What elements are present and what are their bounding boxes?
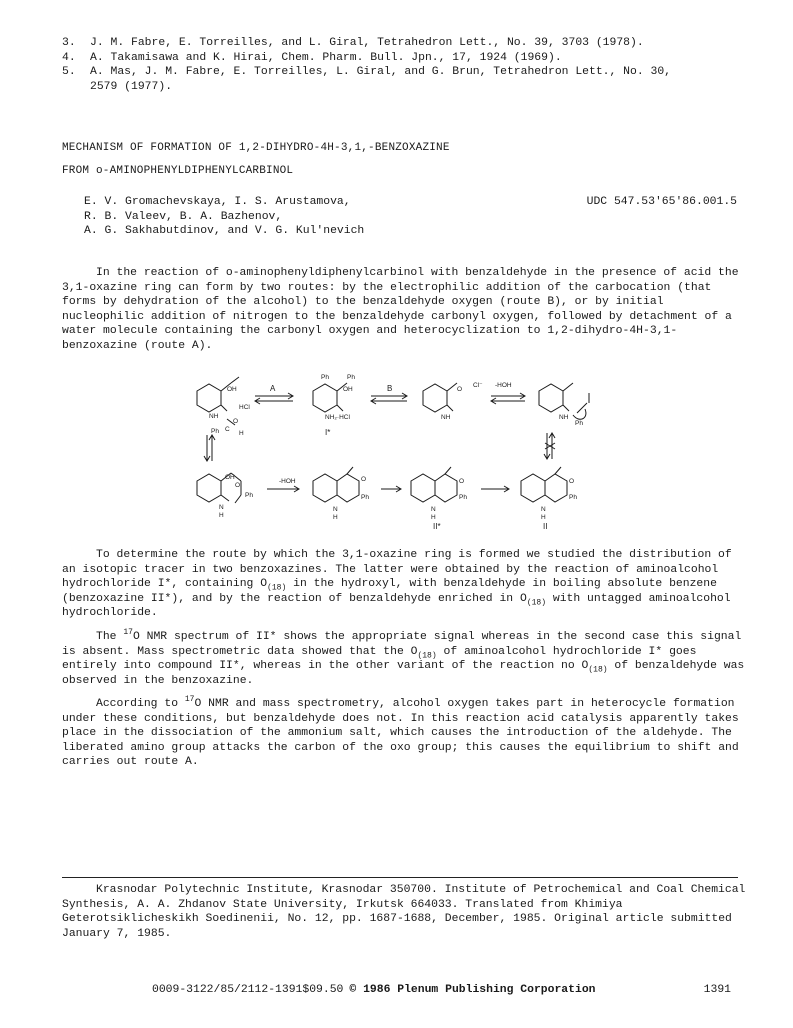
body-paragraph	[62, 548, 750, 621]
hydrogen-label: H	[333, 514, 338, 521]
text-run: of benzaldehyde was observed in the benzoxazine.	[62, 660, 745, 687]
benzene-ring-shape	[423, 384, 447, 412]
article-title	[62, 141, 752, 186]
hydroxyl-label: OH	[227, 386, 237, 393]
nitrogen-label: N	[333, 506, 338, 513]
article-title-line: FROM o-AMINOPHENYLDIPHENYLCARBINOL	[62, 164, 294, 177]
amine-label: NH	[559, 414, 569, 421]
nitrogen-label: N	[431, 506, 436, 513]
isotope-superscript: 17	[123, 628, 133, 638]
reference-item	[62, 36, 752, 51]
text-run: To determine the route by which the 3,1-oxazine ring is formed we studied the distribution of an isotopic tracer in two benzoxazines. The latter were obtained by the reaction of aminoalcohol hydrochloride I*, containing O	[62, 549, 732, 591]
text-run: The	[96, 631, 124, 643]
text-run: O NMR spectrum of II* shows the appropriate signal whereas in the second case this signal is absent. Mass spectrometric data showed that the O	[62, 631, 742, 658]
route-b-label: B	[387, 384, 393, 393]
phenyl-label: Ph	[211, 428, 219, 435]
footnote: Krasnodar Polytechnic Institute, Krasnodar 350700. Institute of Petrochemical and Coal Chemical Synthesis, A. A. Zhdanov State University, Irkutsk 664033. Translated from Khimiya Geterotsiklicheskikh Soedinenii, No. 12, pp. 1687-1688, December, 1985. Original article submitted January 7, 1985.	[62, 884, 746, 940]
compound-label: I*	[325, 428, 331, 437]
hydroxyl-label: OH	[225, 474, 235, 481]
text-run: According to	[96, 698, 185, 710]
article-code: 0009-3122/85/2112-1391$09.50	[152, 984, 344, 996]
reference-text: A. Takamisawa and K. Hirai, Chem. Pharm. Bull. Jpn., 17, 1924 (1969).	[90, 51, 562, 64]
benzene-ring-shape	[313, 474, 337, 502]
phenyl-label: Ph	[321, 374, 329, 381]
hydrogen-label: H	[431, 514, 436, 521]
body-paragraph	[62, 697, 750, 770]
copyright: © 1986 Plenum Publishing Corporation	[349, 984, 596, 996]
nitrogen-label: N	[219, 504, 224, 511]
text-run: O NMR and mass spectrometry, alcohol oxygen takes part in heterocycle formation under these conditions, but benzaldehyde does not. In this reaction acid catalysis apparently takes place in the dissociation of the ammonium salt, which causes the introduction of the aldehyde. The liberated amino group attacks the carbon of the oxo group; this causes the equilibrium to shift and carries out route A.	[62, 698, 739, 769]
hcl-label: HCl	[239, 404, 250, 411]
text-run: in the hydroxyl, with benzaldehyde in boiling absolute benzene (benzoxazine II*), and by the reaction of benzaldehyde enriched in O	[62, 578, 717, 605]
reference-number: 4.	[62, 51, 76, 64]
reference-item	[62, 65, 752, 94]
text-run: of aminoalcohol hydrochloride I* goes entirely into compound II*, whereas in the other variant of the reaction no O	[62, 645, 697, 673]
oxygen-label: O	[233, 418, 239, 425]
benzene-ring-shape	[521, 474, 545, 502]
phenyl-label: Ph	[575, 420, 583, 427]
benzene-ring-shape	[539, 384, 563, 412]
water-loss-label: -HOH	[495, 382, 512, 389]
abstract-paragraph: In the reaction of o-aminophenyldiphenylcarbinol with benzaldehyde in the presence of acid the 3,1-oxazine ring can form by two routes: by the electrophilic addition of the carbocation (that forms by dehydration of the alcohol) to the benzaldehyde oxygen (route B), or by initial nucleophilic addition of nitrogen to the benzaldehyde carbonyl oxygen, followed by detachment of a water molecule containing the carbonyl oxygen and heterocyclization to 1,2-dihydro-4H-3,1-benzoxazine (route A).	[62, 267, 739, 352]
author-line: A. G. Sakhabutdinov, and V. G. Kul'nevich	[84, 225, 365, 238]
reaction-scheme	[175, 363, 615, 538]
water-loss-label: -HOH	[279, 478, 296, 485]
hydrogen-label: H	[219, 512, 224, 519]
reference-text: J. M. Fabre, E. Torreilles, and L. Giral, Tetrahedron Lett., No. 39, 3703 (1978).	[90, 37, 644, 49]
udc-code: UDC 547.53'65'86.001.5	[586, 196, 737, 208]
isotope-subscript: (18)	[526, 598, 547, 608]
body-paragraph	[62, 630, 750, 688]
reaction-scheme-drawing	[175, 363, 615, 538]
isotope-superscript: 17	[184, 695, 195, 705]
route-a-label: A	[270, 384, 276, 393]
reference-number: 5.	[62, 66, 76, 79]
phenyl-label: Ph	[347, 374, 355, 381]
phenyl-label: Ph	[569, 494, 577, 501]
hydroxyl-label: OH	[343, 386, 353, 393]
footnote-divider	[62, 877, 738, 878]
compound-label: II	[543, 522, 548, 531]
reference-number: 3.	[62, 37, 76, 49]
oxygen-label: O	[457, 386, 463, 393]
benzene-ring-shape	[197, 384, 221, 412]
phenyl-label: Ph	[245, 492, 253, 499]
carbon-label: C	[225, 426, 230, 433]
compound-label: II*	[433, 522, 441, 531]
isotope-subscript: (18)	[417, 650, 437, 660]
reference-item	[62, 51, 752, 66]
benzene-ring-shape	[197, 474, 221, 502]
chloride-label: Cl⁻	[473, 382, 483, 389]
hydrogen-label: H	[239, 430, 244, 437]
author-line: R. B. Valeev, B. A. Bazhenov,	[84, 210, 283, 223]
article-title-line: MECHANISM OF FORMATION OF 1,2-DIHYDRO-4H-3,1,-BENZOXAZINE	[62, 142, 450, 154]
author-line: E. V. Gromachevskaya, I. S. Arustamova,	[84, 196, 351, 208]
text-run: with untagged aminoalcohol hydrochloride.	[62, 592, 731, 620]
oxygen-label: O	[361, 476, 367, 483]
phenyl-label: Ph	[361, 494, 369, 501]
isotope-subscript: (18)	[588, 665, 608, 675]
page-number: 1391	[703, 984, 731, 996]
amine-label: NH	[441, 414, 451, 421]
page-footer	[152, 983, 731, 998]
amine-label: NH	[209, 413, 219, 420]
reference-list	[62, 36, 752, 94]
reference-text: A. Mas, J. M. Fabre, E. Torreilles, L. Giral, and G. Brun, Tetrahedron Lett., No. 30, 2579 (1977).	[90, 66, 672, 93]
oxygen-label: O	[569, 478, 575, 485]
benzene-ring-shape	[411, 474, 435, 502]
nitrogen-label: N	[541, 506, 546, 513]
amine-hcl-label: NH₂·HCl	[325, 414, 350, 421]
oxygen-label: O	[459, 478, 465, 485]
isotope-subscript: (18)	[267, 583, 287, 593]
phenyl-label: Ph	[459, 494, 467, 501]
oxygen-label: O	[235, 482, 241, 489]
benzene-ring-shape	[313, 384, 337, 412]
hydrogen-label: H	[541, 514, 546, 521]
